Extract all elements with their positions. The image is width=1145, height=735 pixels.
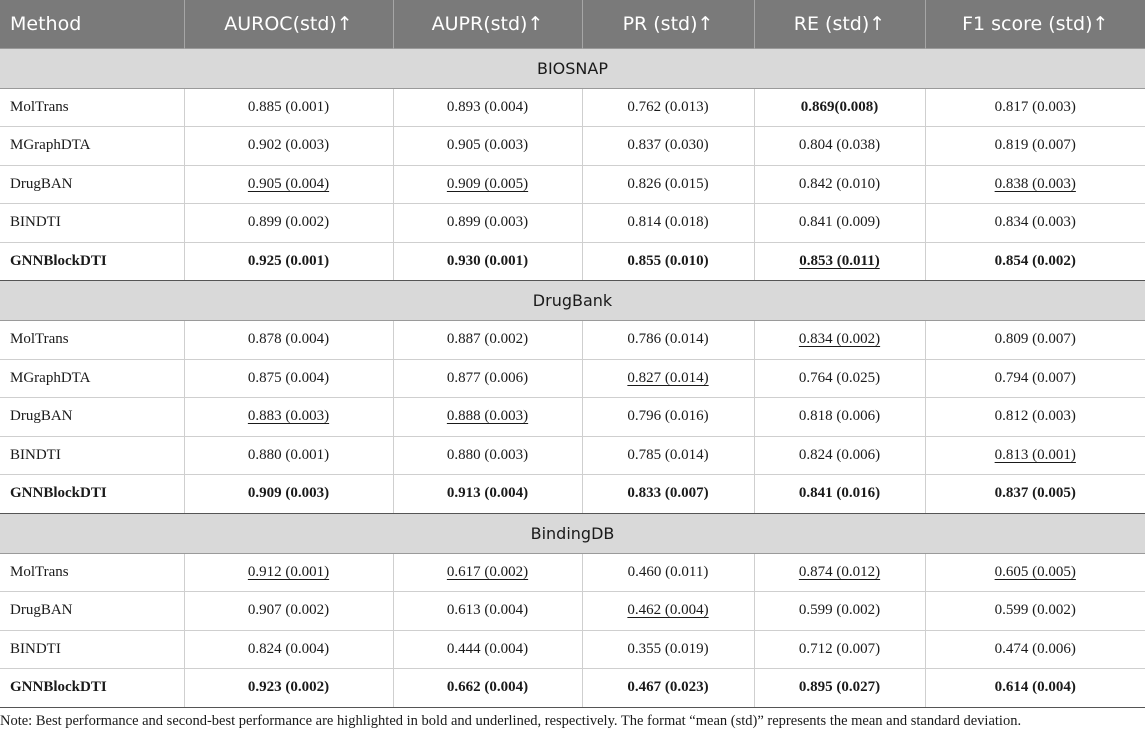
metric-cell bbox=[184, 88, 393, 127]
header-pr: PR (std)↑ bbox=[582, 0, 754, 48]
metric-value: 0.712 (0.007) bbox=[798, 640, 881, 657]
metric-cell bbox=[582, 127, 754, 166]
metric-value: 0.786 (0.014) bbox=[627, 331, 709, 348]
metric-value: 0.925 (0.001) bbox=[247, 252, 330, 269]
metric-cell bbox=[184, 359, 393, 398]
metric-value: 0.599 (0.002) bbox=[798, 602, 881, 619]
metric-cell bbox=[754, 669, 925, 708]
metric-cell bbox=[393, 398, 582, 437]
metric-value: 0.817 (0.003) bbox=[994, 98, 1076, 115]
method-cell: GNNBlockDTI bbox=[0, 669, 184, 708]
metric-value: 0.599 (0.002) bbox=[994, 602, 1076, 619]
table-row bbox=[0, 630, 1145, 669]
section-row bbox=[0, 48, 1145, 88]
metric-cell bbox=[754, 359, 925, 398]
metric-value: 0.467 (0.023) bbox=[627, 679, 709, 696]
metric-value: 0.837 (0.005) bbox=[994, 485, 1076, 502]
metric-value: 0.883 (0.003) bbox=[247, 408, 330, 425]
metric-cell bbox=[925, 398, 1145, 437]
table-row bbox=[0, 321, 1145, 360]
table-row bbox=[0, 553, 1145, 592]
metric-value: 0.838 (0.003) bbox=[994, 175, 1076, 192]
metric-cell bbox=[925, 359, 1145, 398]
metric-value: 0.809 (0.007) bbox=[994, 331, 1076, 348]
metric-value: 0.355 (0.019) bbox=[627, 640, 709, 657]
metric-cell bbox=[754, 475, 925, 514]
metric-value: 0.812 (0.003) bbox=[994, 408, 1076, 425]
metric-cell bbox=[184, 669, 393, 708]
section-row bbox=[0, 513, 1145, 553]
metric-cell bbox=[184, 165, 393, 204]
metric-value: 0.833 (0.007) bbox=[627, 485, 709, 502]
metric-value: 0.785 (0.014) bbox=[627, 446, 709, 463]
metric-value: 0.899 (0.002) bbox=[247, 214, 330, 231]
metric-value: 0.874 (0.012) bbox=[798, 563, 881, 580]
metric-cell bbox=[582, 669, 754, 708]
metric-value: 0.899 (0.003) bbox=[446, 214, 529, 231]
metric-value: 0.880 (0.003) bbox=[446, 446, 529, 463]
header-f1: F1 score (std)↑ bbox=[962, 12, 1109, 35]
metric-cell bbox=[393, 592, 582, 631]
section-row bbox=[0, 281, 1145, 321]
metric-value: 0.854 (0.002) bbox=[994, 252, 1076, 269]
metric-value: 0.875 (0.004) bbox=[247, 369, 330, 386]
method-cell: MolTrans bbox=[0, 321, 184, 360]
metric-value: 0.893 (0.004) bbox=[446, 98, 529, 115]
metric-value: 0.902 (0.003) bbox=[247, 137, 330, 154]
metric-value: 0.888 (0.003) bbox=[446, 408, 529, 425]
metric-cell bbox=[754, 204, 925, 243]
metric-value: 0.813 (0.001) bbox=[994, 446, 1076, 463]
metric-cell bbox=[582, 321, 754, 360]
method-cell: BINDTI bbox=[0, 204, 184, 243]
metric-value: 0.826 (0.015) bbox=[627, 175, 709, 192]
metric-cell bbox=[184, 398, 393, 437]
method-cell: DrugBAN bbox=[0, 592, 184, 631]
metric-cell bbox=[925, 321, 1145, 360]
metric-cell bbox=[754, 592, 925, 631]
metric-value: 0.855 (0.010) bbox=[627, 252, 709, 269]
metric-cell bbox=[393, 553, 582, 592]
section-title: BIOSNAP bbox=[0, 48, 1145, 88]
metric-value: 0.444 (0.004) bbox=[446, 640, 529, 657]
metric-cell bbox=[393, 669, 582, 708]
table-row bbox=[0, 398, 1145, 437]
metric-cell bbox=[582, 242, 754, 281]
method-cell: MGraphDTA bbox=[0, 359, 184, 398]
metric-cell bbox=[393, 127, 582, 166]
metric-cell bbox=[925, 242, 1145, 281]
metric-value: 0.605 (0.005) bbox=[994, 563, 1076, 580]
table-row bbox=[0, 669, 1145, 708]
metric-value: 0.794 (0.007) bbox=[994, 369, 1076, 386]
table-row bbox=[0, 165, 1145, 204]
metric-value: 0.841 (0.009) bbox=[798, 214, 881, 231]
metric-cell bbox=[393, 165, 582, 204]
metric-cell bbox=[184, 630, 393, 669]
table-row bbox=[0, 475, 1145, 514]
metric-cell bbox=[393, 242, 582, 281]
metric-cell bbox=[754, 436, 925, 475]
metric-value: 0.880 (0.001) bbox=[247, 446, 330, 463]
method-cell: MolTrans bbox=[0, 553, 184, 592]
metric-value: 0.814 (0.018) bbox=[627, 214, 709, 231]
metric-cell bbox=[582, 204, 754, 243]
metric-value: 0.909 (0.005) bbox=[446, 175, 529, 192]
metric-value: 0.614 (0.004) bbox=[994, 679, 1076, 696]
table-row bbox=[0, 242, 1145, 281]
metric-cell bbox=[925, 88, 1145, 127]
header-row bbox=[0, 0, 1145, 48]
metric-value: 0.912 (0.001) bbox=[247, 563, 330, 580]
metric-value: 0.818 (0.006) bbox=[798, 408, 881, 425]
metric-value: 0.834 (0.002) bbox=[798, 331, 881, 348]
metric-value: 0.796 (0.016) bbox=[627, 408, 709, 425]
metric-value: 0.877 (0.006) bbox=[446, 369, 529, 386]
metric-cell bbox=[184, 475, 393, 514]
metric-value: 0.617 (0.002) bbox=[446, 563, 529, 580]
method-cell: DrugBAN bbox=[0, 398, 184, 437]
metric-cell bbox=[925, 475, 1145, 514]
section-title: DrugBank bbox=[0, 281, 1145, 321]
metric-value: 0.613 (0.004) bbox=[446, 602, 529, 619]
table-note: Note: Best performance and second-best performance are highlighted in bold and underlined, respectively. The format “mean (std)” represents the mean and standard deviation. bbox=[0, 713, 1022, 729]
metric-cell bbox=[582, 630, 754, 669]
metric-cell bbox=[184, 242, 393, 281]
metric-value: 0.930 (0.001) bbox=[446, 252, 529, 269]
metric-value: 0.804 (0.038) bbox=[798, 137, 881, 154]
method-cell: BINDTI bbox=[0, 630, 184, 669]
metric-cell bbox=[393, 475, 582, 514]
table-row bbox=[0, 127, 1145, 166]
metric-cell bbox=[582, 359, 754, 398]
metric-cell bbox=[754, 321, 925, 360]
metric-cell bbox=[184, 436, 393, 475]
metric-cell bbox=[754, 553, 925, 592]
metric-cell bbox=[184, 553, 393, 592]
metric-cell bbox=[582, 475, 754, 514]
metric-value: 0.907 (0.002) bbox=[247, 602, 330, 619]
metric-cell bbox=[925, 669, 1145, 708]
metric-cell bbox=[184, 127, 393, 166]
metric-cell bbox=[393, 359, 582, 398]
metric-value: 0.834 (0.003) bbox=[994, 214, 1076, 231]
metric-value: 0.837 (0.030) bbox=[627, 137, 709, 154]
metric-cell bbox=[925, 592, 1145, 631]
metric-value: 0.824 (0.004) bbox=[247, 640, 330, 657]
metric-cell bbox=[925, 204, 1145, 243]
metric-cell bbox=[754, 127, 925, 166]
metric-value: 0.887 (0.002) bbox=[446, 331, 529, 348]
metric-cell bbox=[582, 436, 754, 475]
metric-value: 0.764 (0.025) bbox=[798, 369, 881, 386]
method-cell: MGraphDTA bbox=[0, 127, 184, 166]
metric-value: 0.460 (0.011) bbox=[627, 563, 709, 580]
metric-cell bbox=[184, 592, 393, 631]
metric-value: 0.842 (0.010) bbox=[798, 175, 881, 192]
metric-value: 0.827 (0.014) bbox=[627, 369, 709, 386]
metric-cell bbox=[754, 398, 925, 437]
header-auroc: AUROC(std)↑ bbox=[184, 0, 393, 48]
metric-cell bbox=[925, 630, 1145, 669]
metric-value: 0.474 (0.006) bbox=[994, 640, 1076, 657]
method-cell: DrugBAN bbox=[0, 165, 184, 204]
table-body bbox=[0, 48, 1145, 707]
metric-value: 0.462 (0.004) bbox=[627, 602, 709, 619]
metric-cell bbox=[393, 436, 582, 475]
metric-cell bbox=[582, 398, 754, 437]
metric-cell bbox=[754, 88, 925, 127]
table-row bbox=[0, 88, 1145, 127]
metric-value: 0.819 (0.007) bbox=[994, 137, 1076, 154]
metric-cell bbox=[184, 321, 393, 360]
method-cell: BINDTI bbox=[0, 436, 184, 475]
metric-cell bbox=[582, 553, 754, 592]
metric-value: 0.824 (0.006) bbox=[798, 446, 881, 463]
table-row bbox=[0, 436, 1145, 475]
metric-value: 0.905 (0.003) bbox=[446, 137, 529, 154]
metric-cell bbox=[582, 592, 754, 631]
header-method: Method bbox=[0, 0, 184, 48]
metric-cell bbox=[582, 165, 754, 204]
method-cell: GNNBlockDTI bbox=[0, 242, 184, 281]
metric-cell bbox=[925, 436, 1145, 475]
table-header bbox=[0, 0, 1145, 48]
metric-value: 0.913 (0.004) bbox=[446, 485, 529, 502]
table-row bbox=[0, 359, 1145, 398]
metric-value: 0.895 (0.027) bbox=[798, 679, 881, 696]
metric-cell bbox=[393, 204, 582, 243]
metric-cell bbox=[393, 630, 582, 669]
metric-cell bbox=[925, 127, 1145, 166]
metric-cell bbox=[754, 165, 925, 204]
metric-value: 0.869(0.008) bbox=[800, 98, 879, 115]
metric-value: 0.923 (0.002) bbox=[247, 679, 330, 696]
metric-cell bbox=[925, 165, 1145, 204]
metric-cell bbox=[582, 88, 754, 127]
metric-cell bbox=[184, 204, 393, 243]
metric-value: 0.762 (0.013) bbox=[627, 98, 709, 115]
table-row bbox=[0, 592, 1145, 631]
metric-cell bbox=[393, 88, 582, 127]
method-cell: GNNBlockDTI bbox=[0, 475, 184, 514]
metric-cell bbox=[754, 242, 925, 281]
metric-cell bbox=[393, 321, 582, 360]
metric-value: 0.909 (0.003) bbox=[247, 485, 330, 502]
header-aupr: AUPR(std)↑ bbox=[393, 0, 582, 48]
metric-value: 0.885 (0.001) bbox=[247, 98, 330, 115]
header-re: RE (std)↑ bbox=[754, 0, 925, 48]
metric-value: 0.853 (0.011) bbox=[799, 252, 880, 269]
metric-cell bbox=[925, 553, 1145, 592]
section-title: BindingDB bbox=[0, 513, 1145, 553]
method-cell: MolTrans bbox=[0, 88, 184, 127]
metric-cell bbox=[754, 630, 925, 669]
metric-value: 0.662 (0.004) bbox=[446, 679, 529, 696]
metric-value: 0.878 (0.004) bbox=[247, 331, 330, 348]
metric-value: 0.905 (0.004) bbox=[247, 175, 330, 192]
metric-value: 0.841 (0.016) bbox=[798, 485, 881, 502]
table-row bbox=[0, 204, 1145, 243]
